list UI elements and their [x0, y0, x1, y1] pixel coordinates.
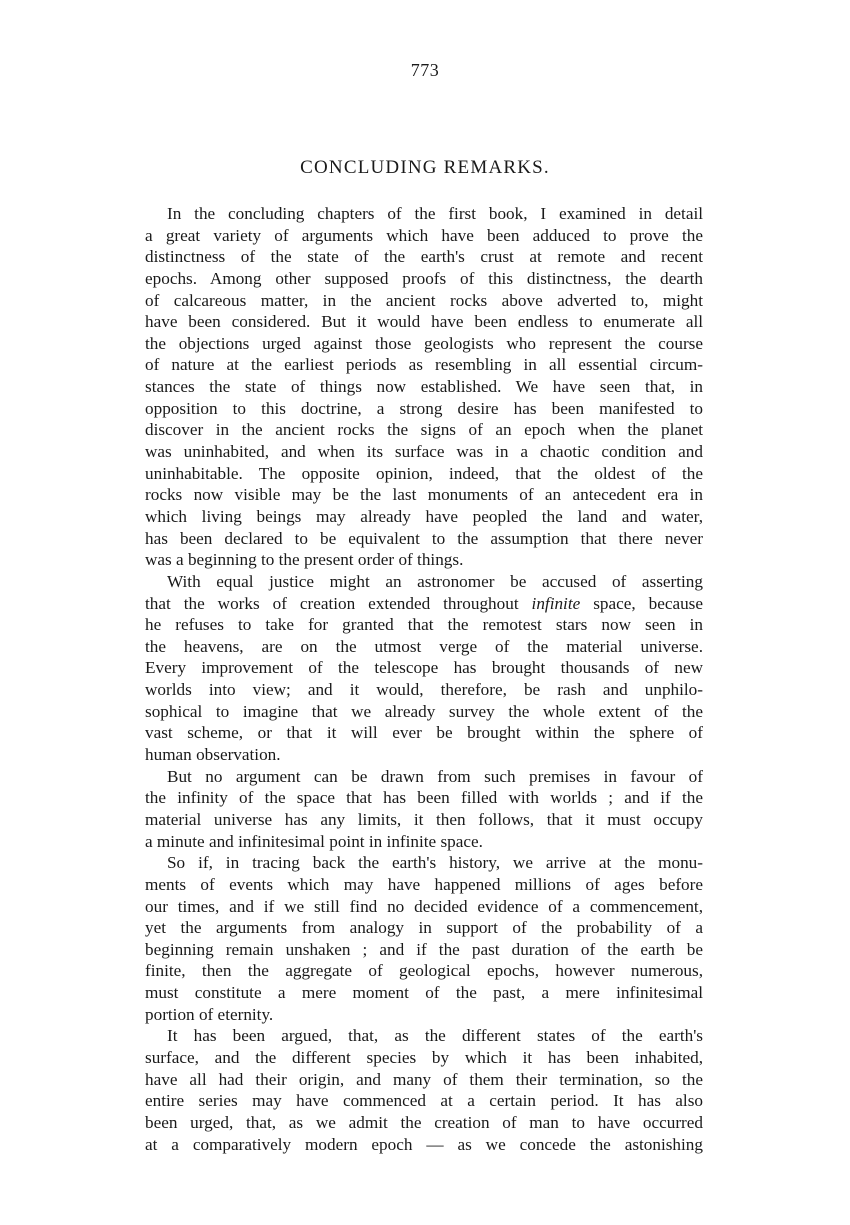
- text-line: [145, 593, 703, 615]
- text-line: surface, and the different species by which it has been inhabited,: [145, 1047, 703, 1067]
- text-line: ments of events which may have happened millions of ages before: [145, 874, 703, 894]
- text-line: material universe has any limits, it then follows, that it must occupy: [145, 809, 703, 829]
- text-line: discover in the ancient rocks the signs of an epoch when the planet: [145, 420, 703, 440]
- text-line: portion of eternity.: [145, 1004, 274, 1024]
- text-line: uninhabitable. The opposite opinion, indeed, that the oldest of the: [145, 463, 703, 483]
- text-line: been urged, that, as we admit the creation of man to have occurred: [145, 1112, 703, 1132]
- text-line: yet the arguments from analogy in support of the probability of a: [145, 918, 703, 938]
- text-line: finite, then the aggregate of geological epochs, however numerous,: [145, 961, 703, 981]
- text-line: has been declared to be equivalent to the assumption that there never: [145, 528, 703, 548]
- text-line: must constitute a mere moment of the past, a mere infinitesimal: [145, 983, 703, 1003]
- text-line: the heavens, are on the utmost verge of the material universe.: [145, 636, 703, 656]
- italic-word: infinite: [531, 593, 581, 613]
- text-line: the infinity of the space that has been filled with worlds ; and if the: [145, 788, 703, 808]
- text-line: In the concluding chapters of the first book, I examined in detail: [167, 204, 703, 223]
- text-line: a great variety of arguments which have been adduced to prove the: [145, 225, 703, 245]
- section-heading: CONCLUDING REMARKS.: [300, 157, 550, 178]
- text-line: distinctness of the state of the earth's crust at remote and recent: [145, 247, 703, 267]
- text-line: have all had their origin, and many of them their termination, so the: [145, 1069, 703, 1089]
- text-line: he refuses to take for granted that the remotest stars now seen in: [145, 615, 703, 635]
- text-line: at a comparatively modern epoch — as we concede the astonishing: [145, 1134, 703, 1154]
- text-line: entire series may have commenced at a certain period. It has also: [145, 1091, 703, 1111]
- text-line: of nature at the earliest periods as resembling in all essential circum-: [145, 355, 703, 375]
- text-line: opposition to this doctrine, a strong desire has been manifested to: [145, 398, 703, 418]
- text-segment: space, because: [580, 593, 703, 613]
- text-line: epochs. Among other supposed proofs of this distinctness, the dearth: [145, 268, 703, 288]
- page-number: 773: [410, 60, 440, 80]
- text-line: vast scheme, or that it will ever be brought within the sphere of: [145, 723, 703, 743]
- text-line: was a beginning to the present order of things.: [145, 550, 464, 570]
- text-line: a minute and infinitesimal point in infinite space.: [145, 831, 483, 851]
- text-line: have been considered. But it would have been endless to enumerate all: [145, 312, 703, 332]
- text-line: human observation.: [145, 745, 281, 765]
- text-line: our times, and if we still find no decided evidence of a commencement,: [145, 896, 703, 916]
- text-line: stances the state of things now established. We have seen that, in: [145, 377, 703, 397]
- text-line: With equal justice might an astronomer be accused of asserting: [167, 571, 703, 591]
- text-line: It has been argued, that, as the different states of the earth's: [167, 1026, 703, 1046]
- body-text: [145, 203, 703, 1155]
- text-line: rocks now visible may be the last monuments of an antecedent era in: [145, 485, 703, 505]
- text-segment: that the works of creation extended throughout: [145, 593, 532, 613]
- text-line: which living beings may already have peopled the land and water,: [145, 506, 703, 526]
- text-line: the objections urged against those geologists who represent the course: [145, 333, 703, 353]
- text-line: of calcareous matter, in the ancient rocks above adverted to, might: [145, 290, 703, 310]
- text-line: sophical to imagine that we already survey the whole extent of the: [145, 701, 703, 721]
- text-line: So if, in tracing back the earth's history, we arrive at the monu-: [167, 853, 703, 873]
- text-line: beginning remain unshaken ; and if the past duration of the earth be: [145, 939, 703, 959]
- text-line: worlds into view; and it would, therefore, be rash and unphilo-: [145, 680, 703, 700]
- text-line: was uninhabited, and when its surface was in a chaotic condition and: [145, 442, 703, 462]
- text-line: Every improvement of the telescope has brought thousands of new: [145, 658, 703, 678]
- text-line: But no argument can be drawn from such premises in favour of: [167, 766, 703, 786]
